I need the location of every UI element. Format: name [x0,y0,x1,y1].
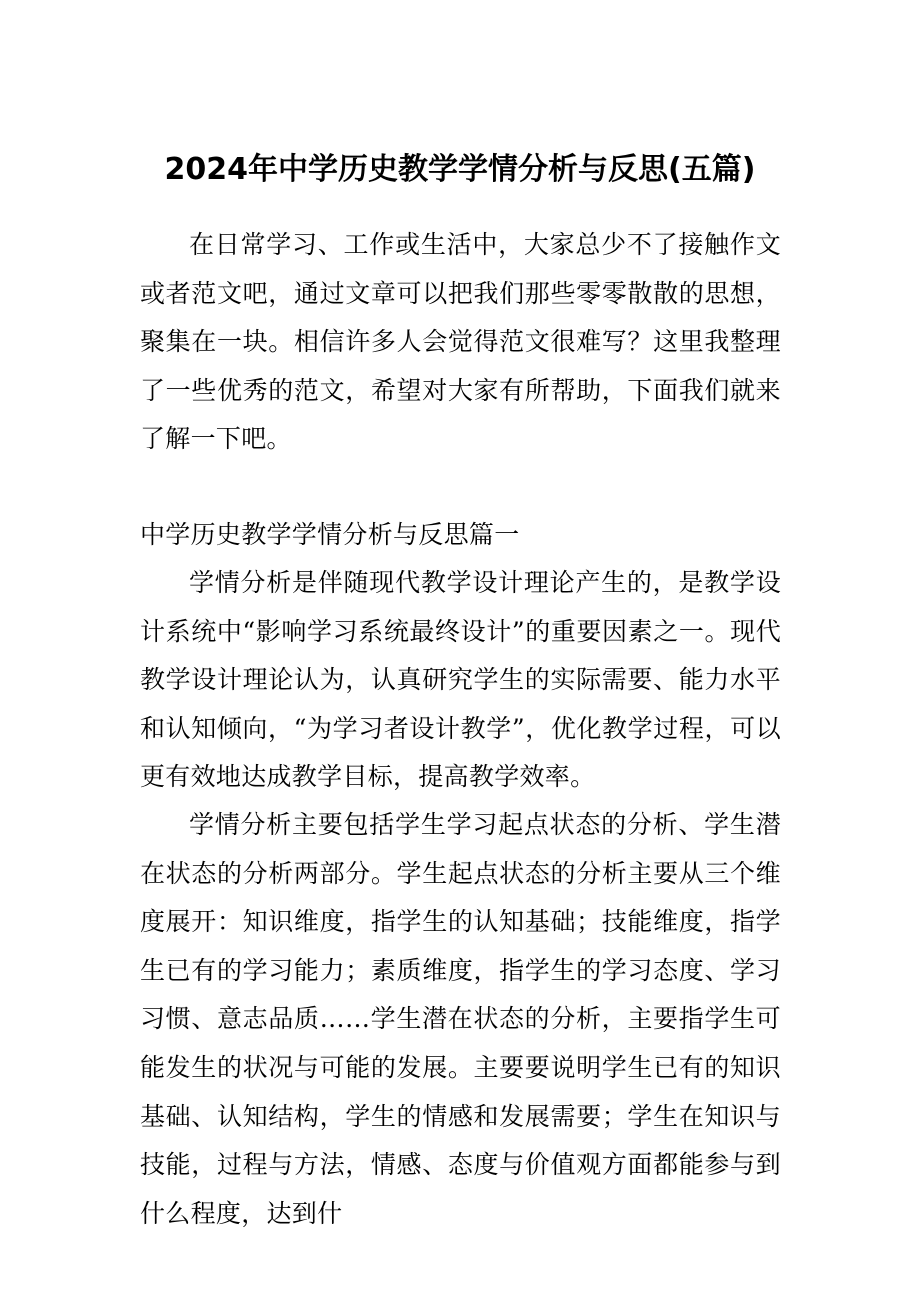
section-heading: 中学历史教学学情分析与反思篇一 [140,520,520,549]
body-paragraph: 学情分析主要包括学生学习起点状态的分析、学生潜在状态的分析两部分。学生起点状态的分析主要从三个维度展开：知识维度，指学生的认知基础；技能维度，指学生已有的学习能力；素质维度，指学生的学习态度、学习习惯、意志品质……学生潜在状态的分析，主要指学生可能发生的状况与可能的发展。主要要说明学生已有的知识基础、认知结构，学生的情感和发展需要；学生在知识与技能，过程与方法，情感、态度与价值观方面都能参与到什么程度，达到什 [140,810,781,1228]
intro-paragraph: 在日常学习、工作或生活中，大家总少不了接触作文或者范文吧，通过文章可以把我们那些零零散散的思想，聚集在一块。相信许多人会觉得范文很难写？这里我整理了一些优秀的范文，希望对大家有所帮助，下面我们就来了解一下吧。 [140,230,781,454]
page-title: 2024年中学历史教学学情分析与反思(五篇) [164,152,756,187]
body-paragraph: 学情分析是伴随现代教学设计理论产生的，是教学设计系统中“影响学习系统最终设计”的重要因素之一。现代教学设计理论认为，认真研究学生的实际需要、能力水平和认知倾向，“为学习者设计教学”，优化教学过程，可以更有效地达成教学目标，提高教学效率。 [140,568,781,792]
